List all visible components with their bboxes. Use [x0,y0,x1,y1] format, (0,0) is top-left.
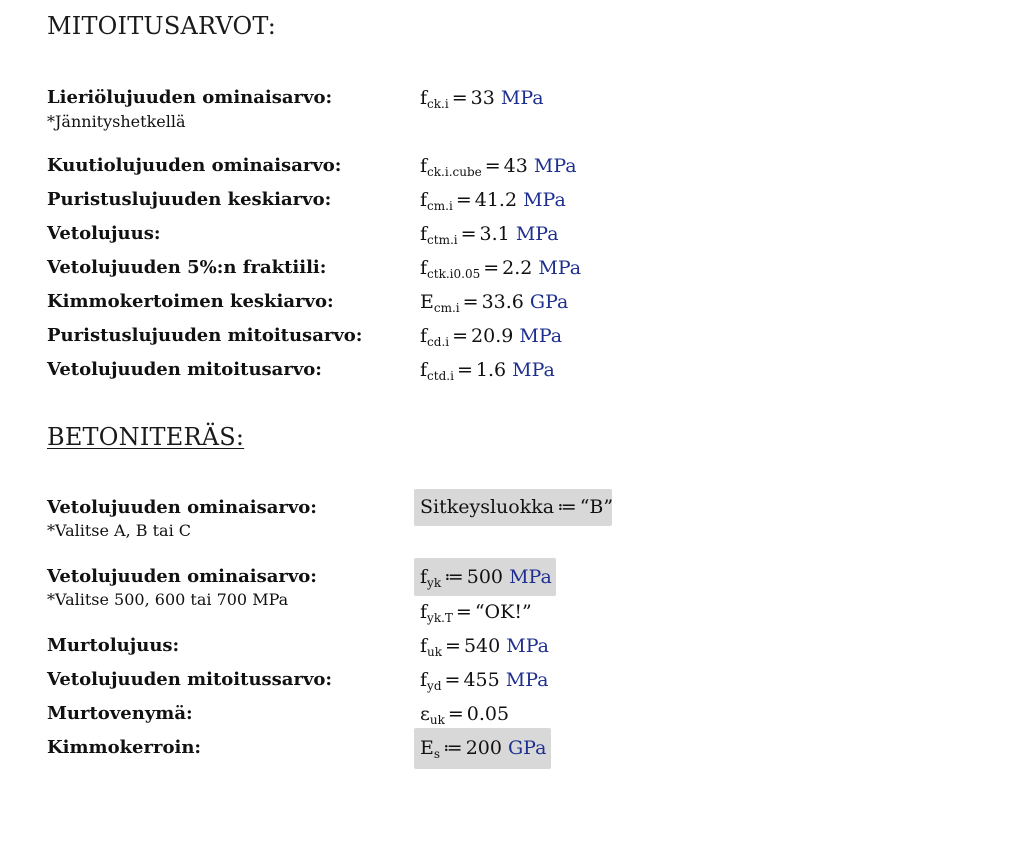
eq-operator: = [455,601,472,623]
label-puristuslujuuden-mitoitusarvo: Puristuslujuuden mitoitusarvo: [47,325,363,346]
eq-subscript: uk [429,713,445,727]
label-kimmokertoimen-keskiarvo: Kimmokertoimen keskiarvo: [47,291,334,312]
eq-subscript: cd.i [427,335,450,349]
eq-subscript: yk [427,576,442,590]
eq-fuk [420,634,549,658]
eq-operator: = [444,669,461,691]
eq-symbol: E [420,737,434,759]
eq-operator: = [483,257,500,279]
eq-symbol: f [420,566,428,588]
eq-subscript: uk [427,645,443,659]
eq-value[interactable]: 200 [465,737,502,759]
eq-fcd-i [420,324,562,348]
eq-unit: MPa [515,223,559,245]
label-puristuslujuuden-keskiarvo: Puristuslujuuden keskiarvo: [47,189,332,210]
eq-unit: MPa [533,155,577,177]
eq-subscript: yd [427,679,442,693]
eq-fck-i [420,86,544,110]
eq-symbol: f [420,325,428,347]
eq-unit: MPa [506,635,549,657]
eq-value: 33 [470,87,495,109]
eq-value: 43 [503,155,528,177]
eq-operator: = [451,87,468,109]
eq-ecm-i [420,290,568,314]
eq-operator: = [460,223,477,245]
label-murtolujuus: Murtolujuus: [47,635,180,656]
eq-value: 20.9 [471,325,514,347]
eq-value: “OK!” [474,601,532,623]
eq-subscript: ck.i [427,97,449,111]
eq-value: 2.2 [502,257,533,279]
eq-fctk-i005 [420,256,581,280]
eq-subscript: s [433,747,441,761]
eq-operator: = [445,635,461,657]
eq-symbol: f [420,635,428,657]
eq-unit: MPa [500,87,544,109]
label-kimmokerroin: Kimmokerroin: [47,737,202,758]
eq-fcm-i [420,188,566,212]
eq-operator: = [447,703,464,725]
note-jannityshetkella: *Jännityshetkellä [47,112,186,131]
eq-fyk-t [420,600,532,624]
eq-symbol: f [420,669,428,691]
eq-operator: ≔ [443,737,463,759]
eq-value: 33.6 [481,291,524,313]
eq-operator: = [452,325,469,347]
eq-fctm-i [420,222,559,246]
eq-es[interactable] [420,736,546,760]
eq-value: 540 [463,635,501,657]
label-lieriolujuus: Lieriölujuuden ominaisarvo: [47,87,333,108]
note-valitse-500-600-700: *Valitse 500, 600 tai 700 MPa [47,590,289,609]
eq-subscript: yk.T [427,611,453,625]
eq-symbol: f [420,155,428,177]
section-title-betoniteras: BETONITERÄS: [47,423,245,451]
eq-symbol: Sitkeysluokka [420,496,555,518]
eq-operator: = [455,189,472,211]
eq-subscript: ctk.i0.05 [427,267,481,281]
eq-symbol: f [420,359,428,381]
eq-operator: = [456,359,473,381]
eq-subscript: cm.i [433,301,460,315]
eq-unit: GPa [529,291,569,313]
eq-operator: ≔ [444,566,464,588]
eq-symbol: f [420,601,428,623]
label-vetolujuus: Vetolujuus: [47,223,161,244]
label-murtovenyma: Murtovenymä: [47,703,193,724]
eq-operator: ≔ [557,496,577,518]
eq-operator: = [462,291,479,313]
eq-value: 1.6 [475,359,507,381]
label-vetolujuuden-ominaisarvo-fyk: Vetolujuuden ominaisarvo: [47,566,317,587]
label-vetolujuuden-fraktiili: Vetolujuuden 5%:n fraktiili: [47,257,327,278]
eq-subscript: ck.i.cube [427,165,482,179]
eq-fctd-i [420,358,555,382]
eq-subscript: ctm.i [427,233,458,247]
eq-unit: MPa [505,669,549,691]
eq-value: 3.1 [479,223,510,245]
eq-value: 41.2 [474,189,518,211]
eq-fck-i-cube [420,154,577,178]
eq-symbol: ε [420,703,430,725]
eq-unit: MPa [512,359,555,381]
eq-subscript: cm.i [427,199,453,213]
label-kuutiolujuus: Kuutiolujuuden ominaisarvo: [47,155,342,176]
eq-fyk[interactable] [420,565,552,589]
eq-value: 0.05 [466,703,510,725]
eq-value: 455 [463,669,500,691]
eq-subscript: ctd.i [427,369,454,383]
section-title-mitoitusarvot: MITOITUSARVOT: [47,12,277,40]
eq-value[interactable]: 500 [466,566,504,588]
eq-fyd [420,668,548,692]
eq-operator: = [484,155,501,177]
eq-symbol: f [420,257,428,279]
label-vetolujuuden-mitoitusarvo: Vetolujuuden mitoitusarvo: [47,359,322,380]
eq-unit: MPa [519,325,563,347]
eq-sitkeysluokka[interactable] [420,495,613,519]
eq-unit: MPa [538,257,582,279]
eq-symbol: f [420,223,428,245]
label-vetolujuuden-ominaisarvo-luokka: Vetolujuuden ominaisarvo: [47,497,317,518]
eq-value[interactable]: “B” [579,496,614,518]
eq-symbol: f [420,87,428,109]
eq-unit: MPa [509,566,552,588]
eq-unit: MPa [523,189,566,211]
note-valitse-abc: *Valitse A, B tai C [47,521,192,540]
eq-symbol: E [420,291,434,313]
eq-epsilon-uk [420,702,509,726]
label-vetolujuuden-mitoitussarvo: Vetolujuuden mitoitussarvo: [47,669,333,690]
eq-symbol: f [420,189,428,211]
eq-unit: GPa [508,737,547,759]
